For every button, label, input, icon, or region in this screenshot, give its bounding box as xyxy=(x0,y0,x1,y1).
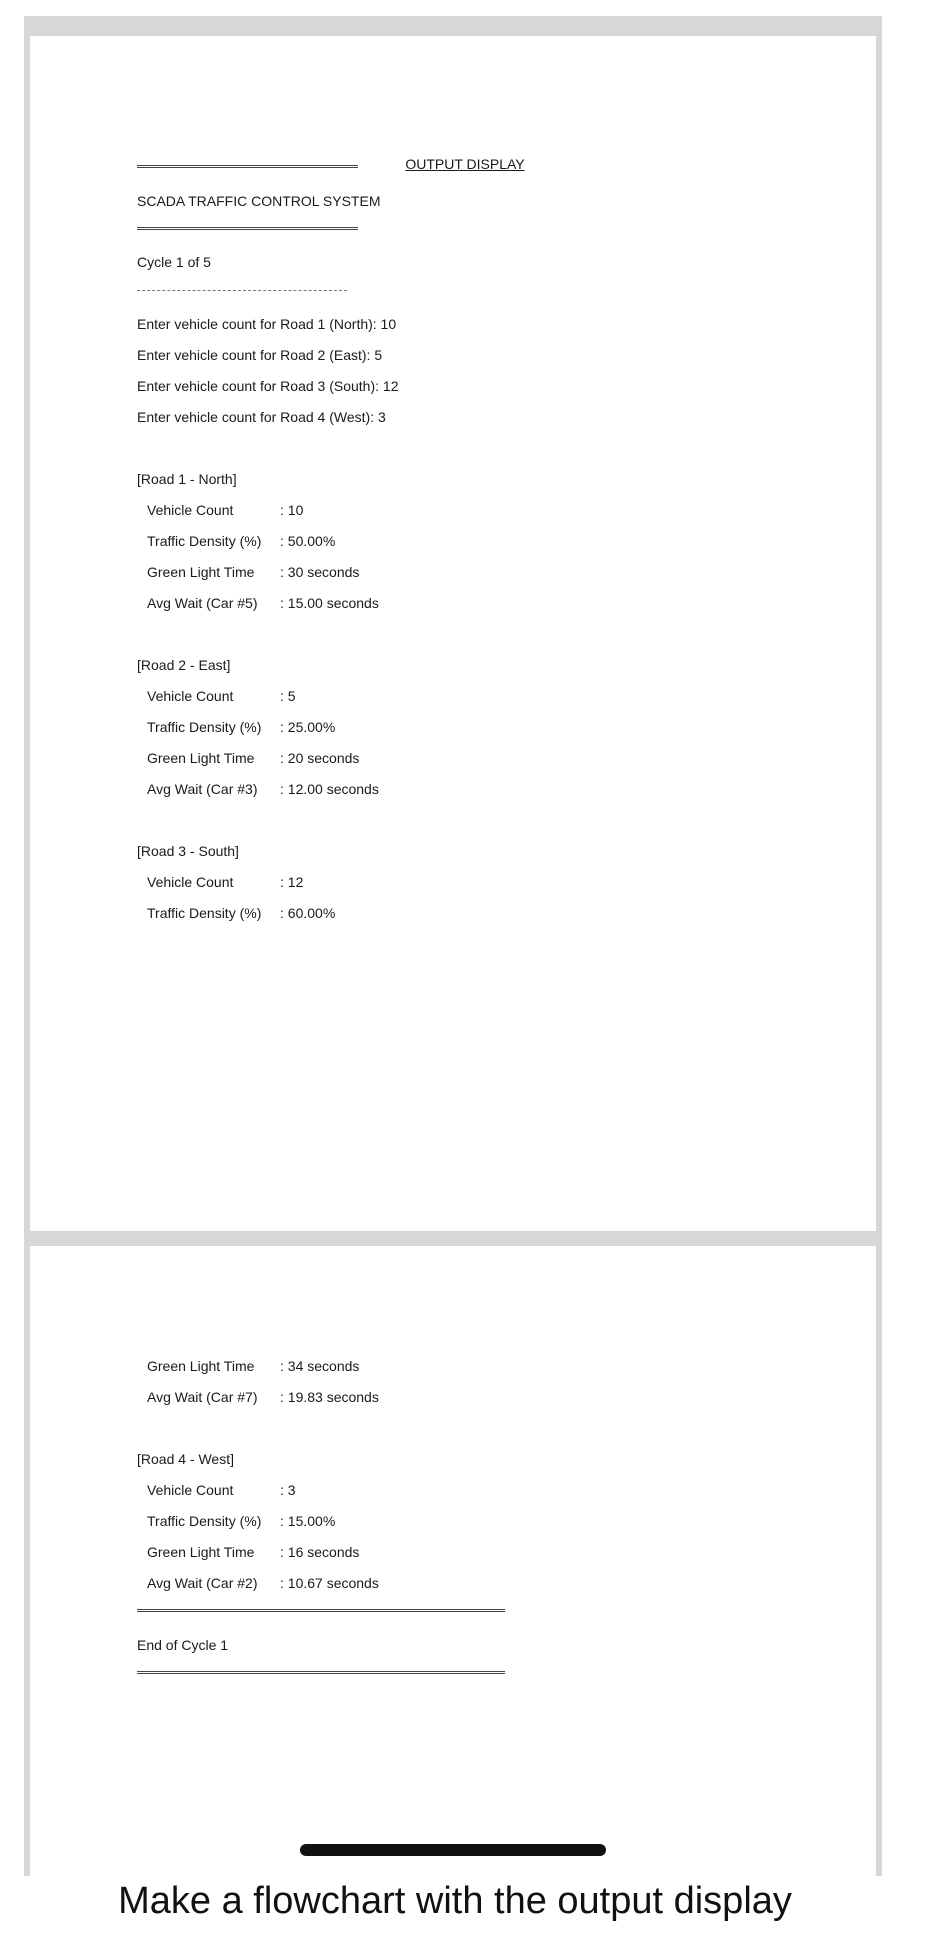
road-4-header: [Road 4 - West] xyxy=(137,1451,235,1467)
road-1-header: [Road 1 - North] xyxy=(137,471,237,487)
traffic-density-value: : 15.00% xyxy=(280,1513,336,1529)
road-2-header: [Road 2 - East] xyxy=(137,657,231,673)
avg-wait-label: Avg Wait (Car #2) xyxy=(147,1575,258,1591)
avg-wait-label: Avg Wait (Car #3) xyxy=(147,781,258,797)
avg-wait-value: : 12.00 seconds xyxy=(280,781,379,797)
road-3-green-light-time xyxy=(147,1357,359,1375)
document-page-1 xyxy=(30,36,876,1231)
vehicle-count-value: : 12 xyxy=(280,874,304,890)
road-2-traffic-density xyxy=(147,718,335,736)
vehicle-count-value: : 10 xyxy=(280,502,304,518)
green-light-time-value: : 30 seconds xyxy=(280,564,360,580)
system-title: SCADA TRAFFIC CONTROL SYSTEM xyxy=(137,193,381,209)
avg-wait-label: Avg Wait (Car #7) xyxy=(147,1389,258,1405)
vehicle-count-label: Vehicle Count xyxy=(147,688,234,704)
road-3-header: [Road 3 - South] xyxy=(137,843,239,859)
avg-wait-value: : 15.00 seconds xyxy=(280,595,379,611)
green-light-time-label: Green Light Time xyxy=(147,1544,255,1560)
document-viewer[interactable] xyxy=(24,16,882,1876)
double-rule-system xyxy=(137,227,358,230)
double-rule-end-bottom xyxy=(137,1671,505,1674)
avg-wait-label: Avg Wait (Car #5) xyxy=(147,595,258,611)
road-1-green-light-time xyxy=(147,563,359,581)
vehicle-count-label: Vehicle Count xyxy=(147,1482,234,1498)
end-of-cycle: End of Cycle 1 xyxy=(137,1637,229,1653)
caption-text: Make a flowchart with the output display xyxy=(118,1880,792,1922)
traffic-density-value: : 25.00% xyxy=(280,719,336,735)
home-indicator[interactable] xyxy=(300,1844,606,1856)
input-line-road-2: Enter vehicle count for Road 2 (East): 5 xyxy=(137,347,383,363)
vehicle-count-value: : 3 xyxy=(280,1482,296,1498)
traffic-density-label: Traffic Density (%) xyxy=(147,533,262,549)
road-3-vehicle-count xyxy=(147,873,303,891)
traffic-density-value: : 60.00% xyxy=(280,905,336,921)
cycle-header: Cycle 1 of 5 xyxy=(137,254,211,270)
traffic-density-label: Traffic Density (%) xyxy=(147,1513,262,1529)
road-3-traffic-density xyxy=(147,904,335,922)
avg-wait-value: : 19.83 seconds xyxy=(280,1389,379,1405)
vehicle-count-label: Vehicle Count xyxy=(147,874,234,890)
green-light-time-label: Green Light Time xyxy=(147,564,255,580)
traffic-density-label: Traffic Density (%) xyxy=(147,719,262,735)
vehicle-count-value: : 5 xyxy=(280,688,296,704)
road-4-green-light-time xyxy=(147,1543,359,1561)
road-4-traffic-density xyxy=(147,1512,335,1530)
road-1-avg-wait xyxy=(147,594,379,612)
road-1-vehicle-count xyxy=(147,501,303,519)
green-light-time-value: : 20 seconds xyxy=(280,750,360,766)
green-light-time-label: Green Light Time xyxy=(147,750,255,766)
avg-wait-value: : 10.67 seconds xyxy=(280,1575,379,1591)
road-2-avg-wait xyxy=(147,780,379,798)
green-light-time-value: : 34 seconds xyxy=(280,1358,360,1374)
document-page-2 xyxy=(30,1246,876,1876)
road-1-traffic-density xyxy=(147,532,335,550)
input-line-road-3: Enter vehicle count for Road 3 (South): 12 xyxy=(137,378,399,394)
road-4-vehicle-count xyxy=(147,1481,296,1499)
green-light-time-value: : 16 seconds xyxy=(280,1544,360,1560)
vehicle-count-label: Vehicle Count xyxy=(147,502,234,518)
input-line-road-4: Enter vehicle count for Road 4 (West): 3 xyxy=(137,409,386,425)
double-rule-top xyxy=(137,165,358,168)
road-2-green-light-time xyxy=(147,749,359,767)
road-4-avg-wait xyxy=(147,1574,379,1592)
road-3-avg-wait xyxy=(147,1388,379,1406)
document-title: OUTPUT DISPLAY xyxy=(405,156,525,172)
traffic-density-value: : 50.00% xyxy=(280,533,336,549)
road-2-vehicle-count xyxy=(147,687,296,705)
input-line-road-1: Enter vehicle count for Road 1 (North): 10 xyxy=(137,316,397,332)
traffic-density-label: Traffic Density (%) xyxy=(147,905,262,921)
single-rule xyxy=(137,290,347,291)
green-light-time-label: Green Light Time xyxy=(147,1358,255,1374)
double-rule-end-top xyxy=(137,1609,505,1612)
